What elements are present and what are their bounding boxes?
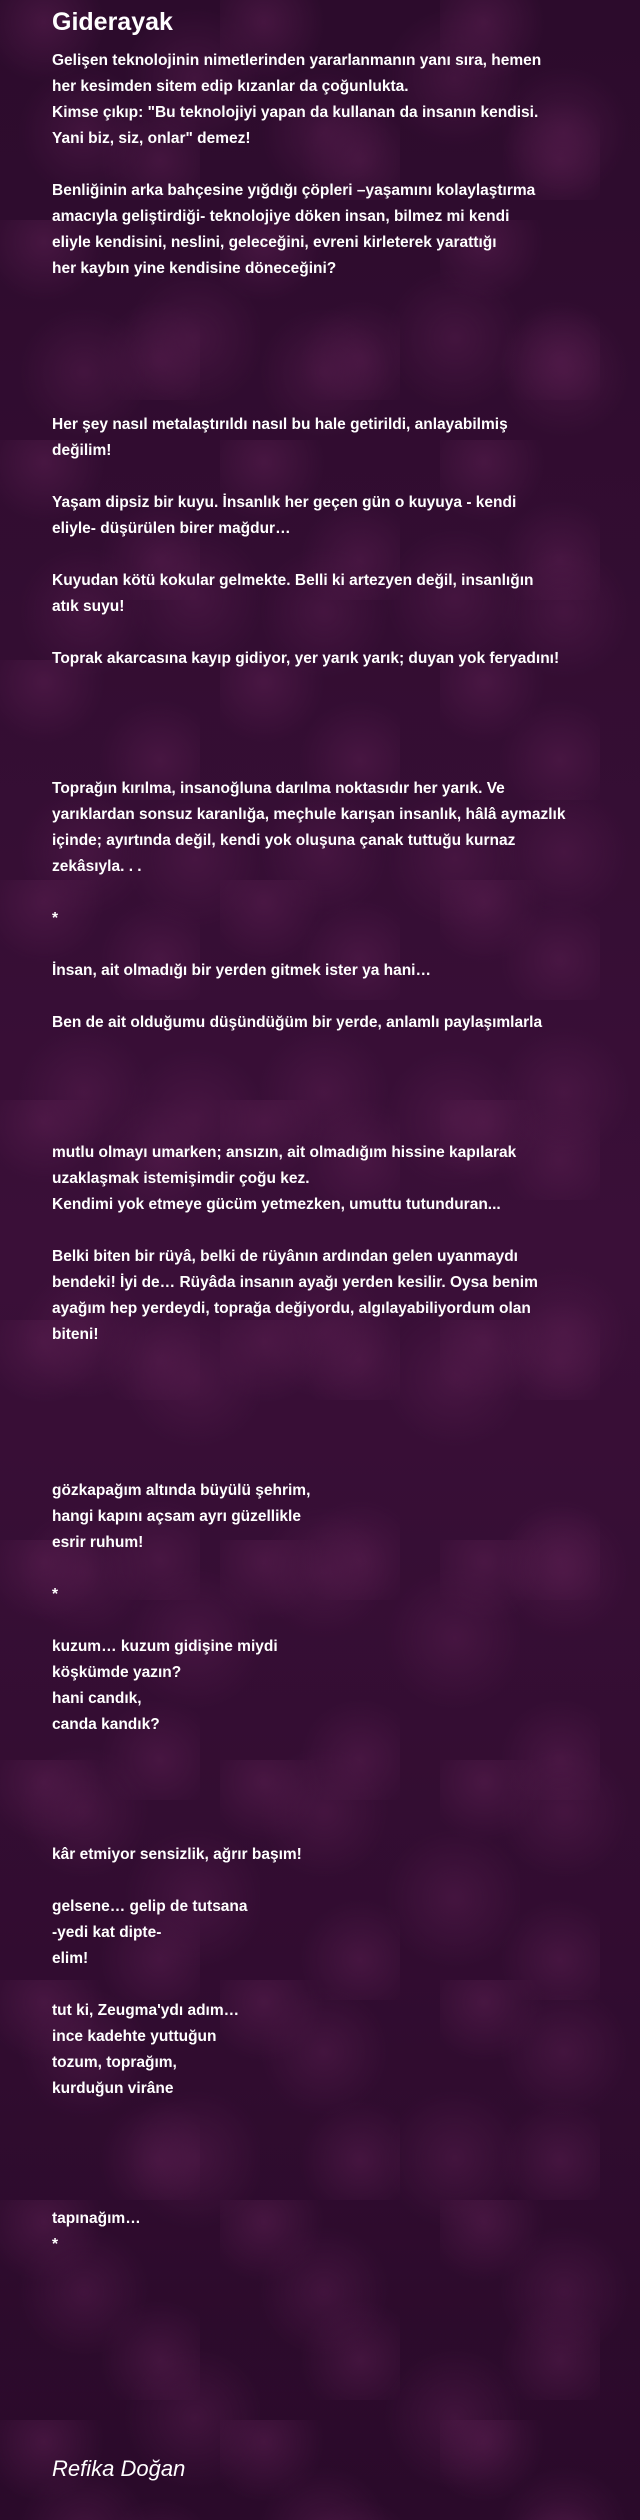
poem-paragraph: Gelişen teknolojinin nimetlerinden yararlanmanın yanı sıra, hemen her kesimden sitem edip kızanlar da çoğunlukta. Kimse çıkıp: "Bu teknolojiyi yapan da kullanan da insanın kendisi. Yani biz, siz, onlar" demez! — [52, 52, 542, 147]
poem-paragraph: Benliğinin arka bahçesine yığdığı çöpleri –yaşamını kolaylaştırma amacıyla geliştirdiği- teknolojiye döken insan, bilmez mi kendi eliyle kendisini, neslini, geleceğini, evreni kirleterek yarattığı her kaybın yine kendisine döneceğini? — [52, 182, 536, 277]
poem-paragraph: Toprak akarcasına kayıp gidiyor, yer yarık yarık; duyan yok feryadını! — [52, 650, 560, 667]
poem-paragraph: İnsan, ait olmadığı bir yerden gitmek ister ya hani… — [52, 962, 431, 979]
section-separator: * — [52, 910, 59, 927]
poem-paragraph: Belki biten bir rüyâ, belki de rüyânın ardından gelen uyanmaydı bendeki! İyi de… Rüyâda insanın ayağı yerden kesilir. Oysa benim ayağım hep yerdeydi, toprağa değiyordu, algılayabiliyordum olan biteni! — [52, 1248, 538, 1343]
poem-stanza: kuzum… kuzum gidişine miydi köşkümde yazın? hani candık, canda kandık? — [52, 1638, 278, 1733]
poem-paragraph: Yaşam dipsiz bir kuyu. İnsanlık her geçen gün o kuyuya - kendi eliyle- düşürülen birer mağdur… — [52, 494, 517, 537]
poem-stanza: tapınağım… * — [52, 2210, 141, 2253]
poem-title: Giderayak — [52, 8, 173, 36]
poem-paragraph: Kuyudan kötü kokular gelmekte. Belli ki artezyen değil, insanlığın atık suyu! — [52, 572, 534, 615]
poem-paragraph: mutlu olmayı umarken; ansızın, ait olmadığım hissine kapılarak uzaklaşmak istemişimdir çoğu kez. Kendimi yok etmeye gücüm yetmezken, umuttu tutunduran... — [52, 1144, 517, 1213]
poem-stanza: gelsene… gelip de tutsana -yedi kat dipte- elim! — [52, 1898, 248, 1967]
poem-body — [52, 48, 597, 2258]
poem-paragraph: Her şey nasıl metalaştırıldı nasıl bu hale getirildi, anlayabilmiş değilim! — [52, 416, 508, 459]
poem-stanza: gözkapağım altında büyülü şehrim, hangi kapını açsam ayrı güzellikle esrir ruhum! — [52, 1482, 311, 1551]
poem-paragraph: Toprağın kırılma, insanoğluna darılma noktasıdır her yarık. Ve yarıklardan sonsuz karanlığa, meçhule karışan insanlık, hâlâ aymazlık içinde; ayırtında değil, kendi yok oluşuna çanak tuttuğu kurnaz zekâsıyla. . . — [52, 780, 566, 875]
author-name: Refika Doğan — [52, 2456, 186, 2481]
poem-stanza: kâr etmiyor sensizlik, ağrır başım! — [52, 1846, 302, 1863]
section-separator: * — [52, 1586, 59, 1603]
poem-stanza: tut ki, Zeugma'ydı adım… ince kadehte yuttuğun tozum, toprağım, kurduğun virâne — [52, 2002, 240, 2097]
poem-paragraph: Ben de ait olduğumu düşündüğüm bir yerde, anlamlı paylaşımlarla — [52, 1014, 543, 1031]
